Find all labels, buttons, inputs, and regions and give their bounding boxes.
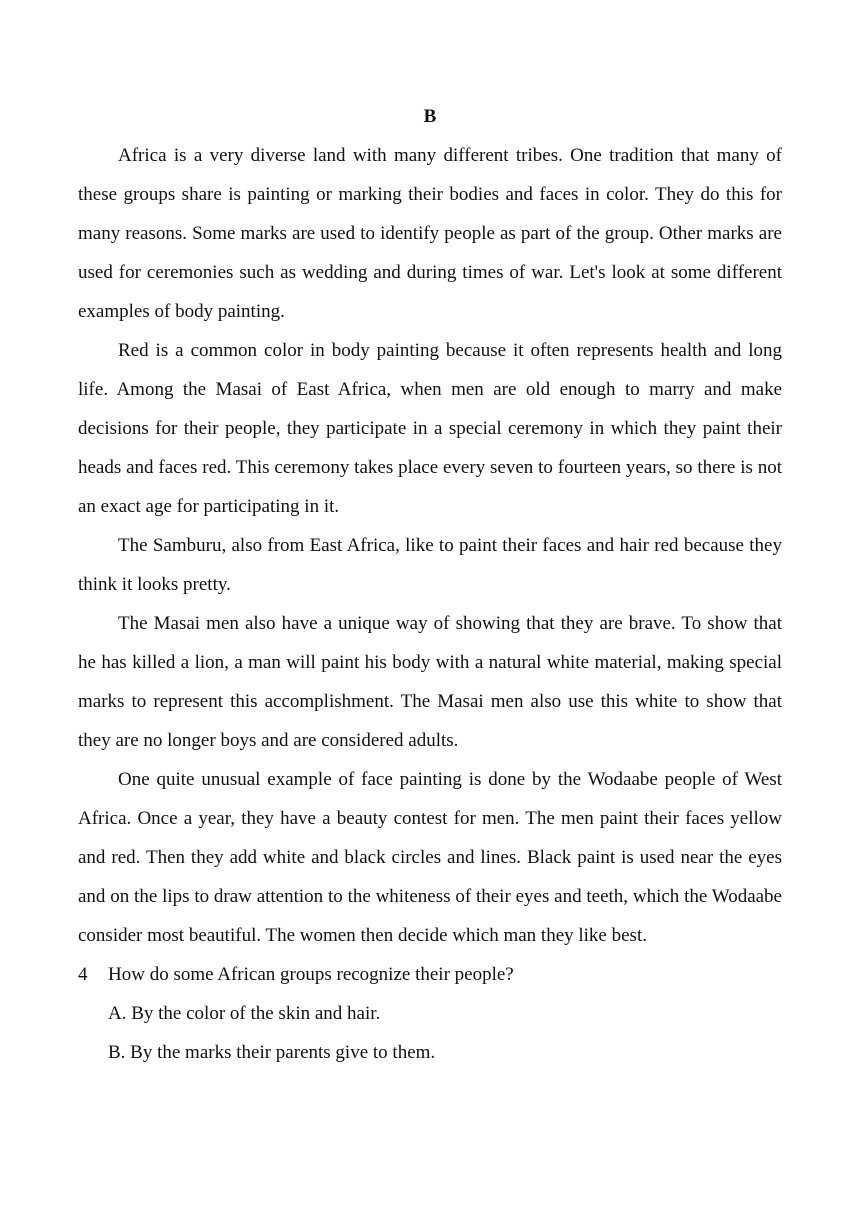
document-page: [78, 104, 782, 1072]
question-number: 4: [78, 964, 88, 985]
passage-paragraph: One quite unusual example of face painting is done by the Wodaabe people of West Africa. Once a year, they have a beauty contest for men. The men paint their faces yellow and red. Then they add white and black circles and lines. Black paint is used near the eyes and on the lips to draw attention to the whiteness of their eyes and teeth, which the Wodaabe consider most beautiful. The women then decide which man they like best.: [78, 769, 782, 946]
answer-option-a: A. By the color of the skin and hair.: [108, 1003, 381, 1024]
reading-passage: [78, 136, 782, 955]
passage-paragraph: The Samburu, also from East Africa, like to paint their faces and hair red because they think it looks pretty.: [78, 535, 782, 595]
answer-option-b: B. By the marks their parents give to them.: [108, 1042, 436, 1063]
question-text: How do some African groups recognize their people?: [108, 964, 514, 985]
section-title: B: [423, 106, 437, 127]
passage-paragraph: The Masai men also have a unique way of showing that they are brave. To show that he has killed a lion, a man will paint his body with a natural white material, making special marks to represent this accomplishment. The Masai men also use this white to show that they are no longer boys and are considered adults.: [78, 613, 782, 751]
passage-paragraph: Red is a common color in body painting because it often represents health and long life. Among the Masai of East Africa, when men are old enough to marry and make decisions for their people, they participate in a special ceremony in which they paint their heads and faces red. This ceremony takes place every seven to fourteen years, so there is not an exact age for participating in it.: [78, 340, 782, 517]
question-block: [78, 955, 782, 1072]
question-stem: [78, 955, 782, 994]
passage-paragraph: Africa is a very diverse land with many different tribes. One tradition that many of these groups share is painting or marking their bodies and faces in color. They do this for many reasons. Some marks are used to identify people as part of the group. Other marks are used for ceremonies such as wedding and during times of war. Let's look at some different examples of body painting.: [78, 145, 782, 322]
